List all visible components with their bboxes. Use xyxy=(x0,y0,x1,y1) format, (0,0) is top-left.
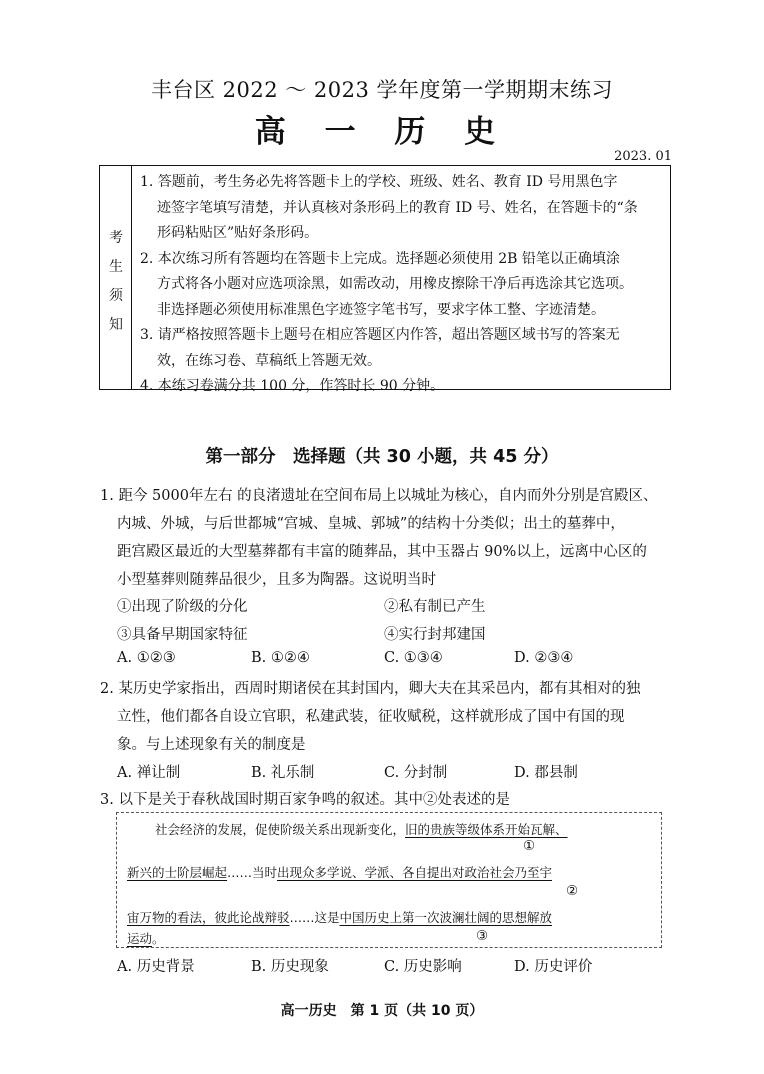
question-1-statement: ③具备早期国家特征 xyxy=(117,627,248,643)
quote-line-4 xyxy=(127,929,165,947)
notice-line: 4. 本练习卷满分共 100 分，作答时长 90 分钟。 xyxy=(140,378,445,394)
question-2-text: 象。与上述现象有关的制度是 xyxy=(117,737,306,753)
notice-line: 3. 请严格按照答题卡上题号在相应答题区内作答，超出答题区域书写的答案无 xyxy=(140,327,620,343)
question-2-option-d[interactable]: D. 郡县制 xyxy=(514,765,578,781)
quote-text: 社会经济的发展，促使阶级关系出现新变化， xyxy=(155,822,406,837)
notice-line: 方式将各小题对应选项涂黑，如需改动，用橡皮擦除干净后再选涂其它选项。 xyxy=(157,276,633,292)
quote-underlined-2b: 宙万物的看法，彼此论战辩驳 xyxy=(127,910,290,925)
question-1-text: 小型墓葬则随葬品很少，且多为陶器。这说明当时 xyxy=(117,572,436,588)
question-1-option-d[interactable]: D. ②③④ xyxy=(514,650,574,666)
question-1-option-b[interactable]: B. ①②④ xyxy=(251,650,310,666)
notice-line: 非选择题必须使用标准黑色字迹签字笔书写，要求字体工整、字迹清楚。 xyxy=(157,301,605,318)
quote-text: ……当时 xyxy=(227,865,278,880)
question-3-option-b[interactable]: B. 历史现象 xyxy=(251,959,329,975)
question-2-option-a[interactable]: A. 禅让制 xyxy=(117,765,181,781)
exam-date: 2023. 01 xyxy=(614,149,672,164)
quote-line-2 xyxy=(127,863,552,881)
question-2-text: 2. 某历史学家指出，西周时期诸侯在其封国内，卿大夫在其采邑内，都有其相对的独 xyxy=(100,681,641,697)
notice-label xyxy=(100,224,132,340)
notice-line: 2. 本次练习所有答题均在答题卡上完成。选择题必须使用 2B 铅笔以正确填涂 xyxy=(140,250,620,267)
quote-underlined-3b: 运动 xyxy=(127,931,153,946)
section-heading: 第一部分 选择题（共 30 小题，共 45 分） xyxy=(205,447,559,467)
question-1-text: 1. 距今 5000年左右 的良渚遗址在空间布局上以城址为核心，自内而外分别是宫殿区、 xyxy=(100,488,658,504)
question-3-text: 3. 以下是关于春秋战国时期百家争鸣的叙述。其中②处表述的是 xyxy=(100,792,510,808)
question-1-option-a[interactable]: A. ①②③ xyxy=(117,650,176,666)
notice-label-cell xyxy=(100,166,132,389)
quote-mark-3: ③ xyxy=(476,928,489,944)
question-3-option-a[interactable]: A. 历史背景 xyxy=(117,959,195,975)
quote-underlined-2: 出现众多学说、学派、各自提出对政治社会乃至宇 xyxy=(277,865,553,880)
question-3-option-d[interactable]: D. 历史评价 xyxy=(514,959,593,975)
exam-notice-box xyxy=(99,165,671,394)
quote-underlined-3: 中国历史上第一次波澜壮阔的思想解放 xyxy=(339,910,553,925)
notice-label-char: 须 xyxy=(109,288,123,304)
exam-title: 丰台区 2022 ～ 2023 学年度第一学期期末练习 xyxy=(150,78,614,102)
quote-mark-2: ② xyxy=(566,883,579,899)
question-1-option-c[interactable]: C. ①③④ xyxy=(384,650,443,666)
page-footer: 高一历史 第 1 页（共 10 页） xyxy=(280,1003,484,1019)
notice-line: 迹签字笔填写清楚，并认真核对条形码上的教育 ID 号、姓名，在答题卡的“条 xyxy=(157,199,638,216)
quote-mark-1: ① xyxy=(523,838,536,854)
question-1-statement: ④实行封邦建国 xyxy=(384,627,486,643)
question-2-option-b[interactable]: B. 礼乐制 xyxy=(251,765,315,781)
question-2-option-c[interactable]: C. 分封制 xyxy=(384,765,448,781)
question-1-statement: ①出现了阶级的分化 xyxy=(117,599,248,615)
quote-box xyxy=(116,812,662,948)
quote-line-1 xyxy=(155,820,568,838)
quote-underlined-1: 旧的贵族等级体系开始瓦解、 xyxy=(405,822,568,837)
quote-text: ……这是 xyxy=(289,910,340,925)
question-1-text: 距宫殿区最近的大型墓葬都有丰富的随葬品，其中玉器占 90%以上，远离中心区的 xyxy=(117,544,647,560)
quote-line-3 xyxy=(127,908,552,926)
notice-label-char: 考 xyxy=(109,230,123,246)
subject-title: 高 一 历 史 xyxy=(254,114,510,150)
notice-line: 效，在练习卷、草稿纸上答题无效。 xyxy=(157,352,381,369)
quote-underlined-1b: 新兴的士阶层崛起 xyxy=(127,865,228,880)
question-3-option-c[interactable]: C. 历史影响 xyxy=(384,959,462,975)
question-2-text: 立性，他们都各自设立官职，私建武装，征收赋税，这样就形成了国中有国的现 xyxy=(117,709,625,725)
notice-body xyxy=(140,170,668,400)
question-1-text: 内城、外城，与后世都城“宫城、皇城、郭城”的结构十分类似；出土的墓葬中， xyxy=(117,516,625,532)
notice-label-char: 知 xyxy=(109,317,123,333)
notice-label-char: 生 xyxy=(109,259,123,275)
notice-line: 形码粘贴区”贴好条形码。 xyxy=(157,225,319,241)
quote-text: 。 xyxy=(152,931,165,946)
notice-line: 1. 答题前，考生务必先将答题卡上的学校、班级、姓名、教育 ID 号用黑色字 xyxy=(140,174,618,190)
question-1-statement: ②私有制已产生 xyxy=(384,599,486,615)
